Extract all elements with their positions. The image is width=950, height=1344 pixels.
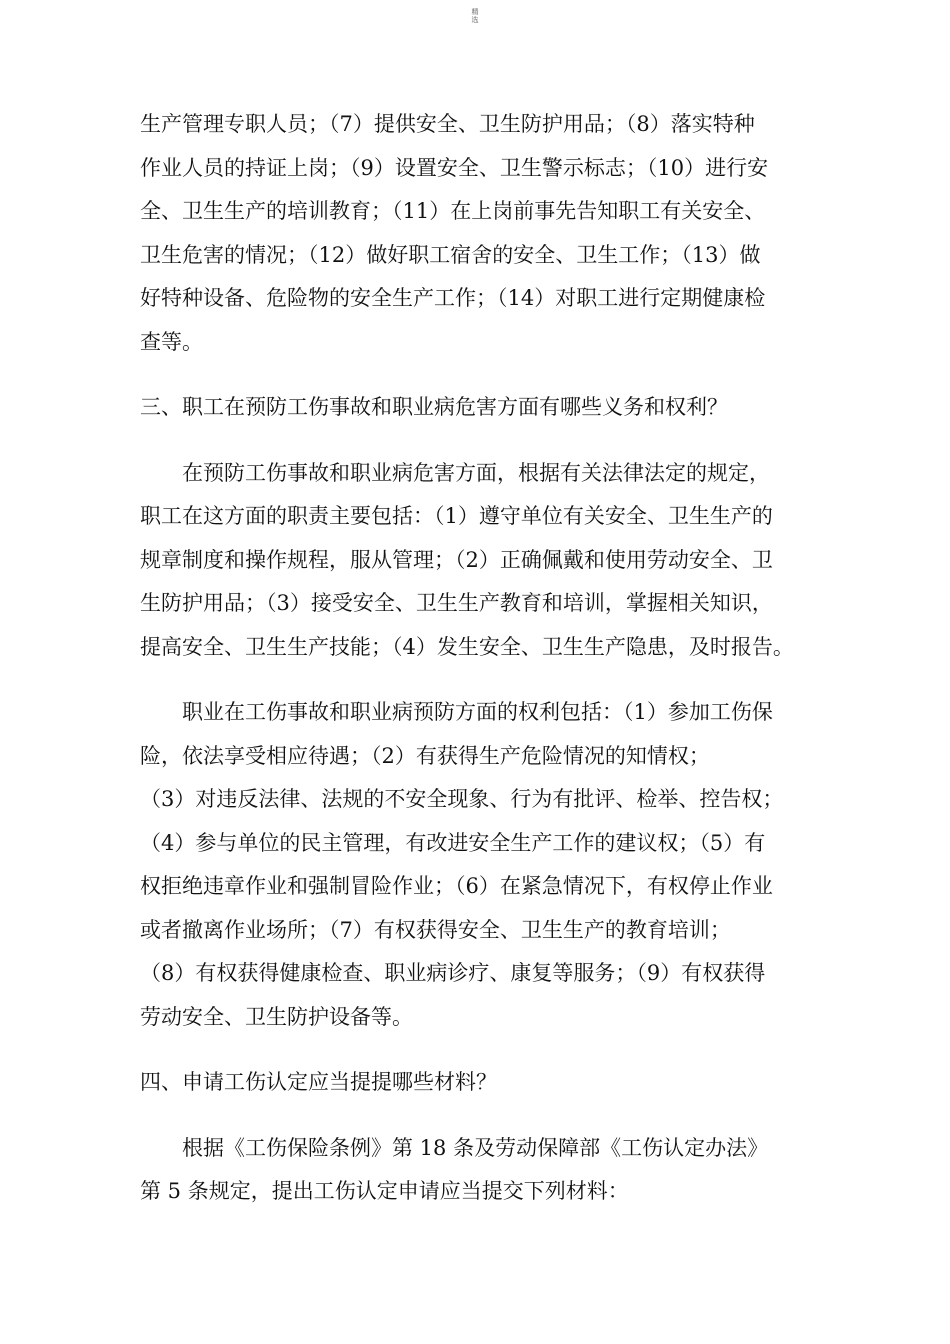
text-line: （3）对违反法律、法规的不安全现象、行为有批评、检举、控告权； xyxy=(140,787,784,811)
paragraph-worker-duties xyxy=(140,452,830,670)
text-line: 职业在工伤事故和职业病预防方面的权利包括：（1）参加工伤保 xyxy=(182,700,773,724)
text-line: 劳动安全、卫生防护设备等。 xyxy=(140,1004,413,1029)
text-line: 生产管理专职人员；（7）提供安全、卫生防护用品；（8）落实特种 xyxy=(140,112,755,136)
text-line: （4）参与单位的民主管理，有改进安全生产工作的建议权；（5）有 xyxy=(140,830,766,855)
text-line: 规章制度和操作规程，服从管理；（2）正确佩戴和使用劳动安全、卫 xyxy=(140,547,773,572)
section-heading-3: 三、职工在预防工伤事故和职业病危害方面有哪些义务和权利？ xyxy=(140,395,728,419)
text-line: 第 5 条规定，提出工伤认定申请应当提交下列材料： xyxy=(140,1179,629,1203)
header-mark-line2: 选 xyxy=(471,16,479,24)
text-line: 根据《工伤保险条例》第 18 条及劳动保障部《工伤认定办法》 xyxy=(182,1135,769,1160)
section-heading-4: 四、申请工伤认定应当提提哪些材料？ xyxy=(140,1070,497,1094)
text-line: 职工在这方面的职责主要包括：（1）遵守单位有关安全、卫生生产的 xyxy=(140,504,773,528)
text-line: 查等。 xyxy=(140,329,203,354)
paragraph-worker-rights xyxy=(140,691,830,1039)
text-line: 或者撤离作业场所；（7）有权获得安全、卫生生产的教育培训； xyxy=(140,917,731,942)
text-line: 全、卫生生产的培训教育；（11）在上岗前事先告知职工有关安全、 xyxy=(140,199,766,223)
paragraph-required-materials xyxy=(140,1127,830,1214)
text-line: 卫生危害的情况；（12）做好职工宿舍的安全、卫生工作；（13）做 xyxy=(140,242,761,267)
text-line: 提高安全、卫生生产技能；（4）发生安全、卫生生产隐患，及时报告。 xyxy=(140,634,794,659)
text-line: 险，依法享受相应待遇；（2）有获得生产危险情况的知情权； xyxy=(140,743,710,768)
text-line: 权拒绝违章作业和强制冒险作业；（6）在紧急情况下，有权停止作业 xyxy=(140,874,773,898)
text-line: 好特种设备、危险物的安全生产工作；（14）对职工进行定期健康检 xyxy=(140,286,766,310)
document-body xyxy=(140,103,830,1214)
text-line: 作业人员的持证上岗；（9）设置安全、卫生警示标志；（10）进行安 xyxy=(140,155,769,180)
header-mark-line1: 精 xyxy=(471,8,479,16)
text-line: 在预防工伤事故和职业病危害方面，根据有关法律法定的规定， xyxy=(182,460,770,485)
text-line: 生防护用品；（3）接受安全、卫生生产教育和培训，掌握相关知识， xyxy=(140,591,773,615)
text-line: （8）有权获得健康检查、职业病诊疗、康复等服务；（9）有权获得 xyxy=(140,961,766,985)
paragraph-employer-duties xyxy=(140,103,830,364)
header-watermark xyxy=(0,8,950,24)
